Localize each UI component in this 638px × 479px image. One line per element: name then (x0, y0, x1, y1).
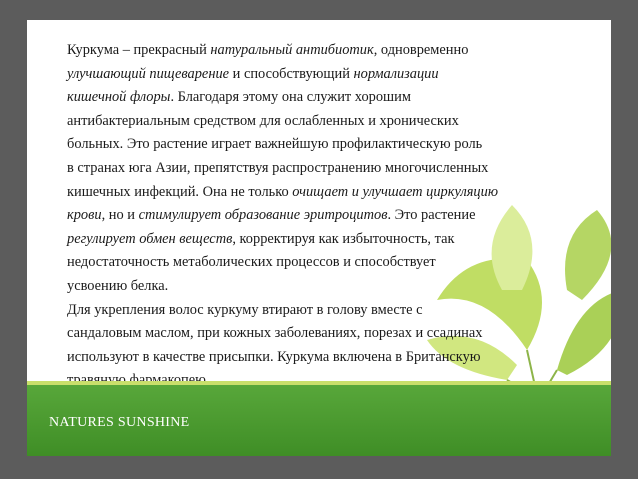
text-line: улучшающий пищеварение и способствующий нормализации (67, 65, 439, 82)
text-line: используют в качестве присыпки. Куркума включена в Британскую (67, 348, 481, 365)
text-line: больных. Это растение играет важнейшую профилактическую роль (67, 136, 483, 153)
text-line: кишечных инфекций. Она не только очищает и улучшает циркуляцию (67, 183, 498, 200)
text-line: усвоению белка. (67, 277, 169, 294)
brand-logo: NATURES SUNSHINE (49, 415, 190, 430)
text-line: крови, но и стимулирует образование эритроцитов. Это растение (67, 207, 476, 224)
slide-text (67, 39, 587, 393)
footer-bar (27, 385, 611, 456)
text-line: сандаловым маслом, при кожных заболеваниях, порезах и ссадинах (67, 325, 483, 342)
text-line: кишечной флоры. Благодаря этому она служит хорошим (67, 89, 411, 106)
text-line: Куркума – прекрасный натуральный антибиотик, одновременно (67, 42, 469, 58)
text-line: антибактериальным средством для ослабленных и хронических (67, 112, 459, 129)
text-line: в странах юга Азии, препятствуя распространению многочисленных (67, 159, 489, 176)
text-line: недостаточность метаболических процессов и способствует (67, 254, 436, 271)
text-line: регулирует обмен веществ, корректируя как избыточность, так (67, 230, 455, 247)
slide (27, 20, 611, 456)
text-line: Для укрепления волос куркуму втирают в голову вместе с (67, 301, 423, 318)
